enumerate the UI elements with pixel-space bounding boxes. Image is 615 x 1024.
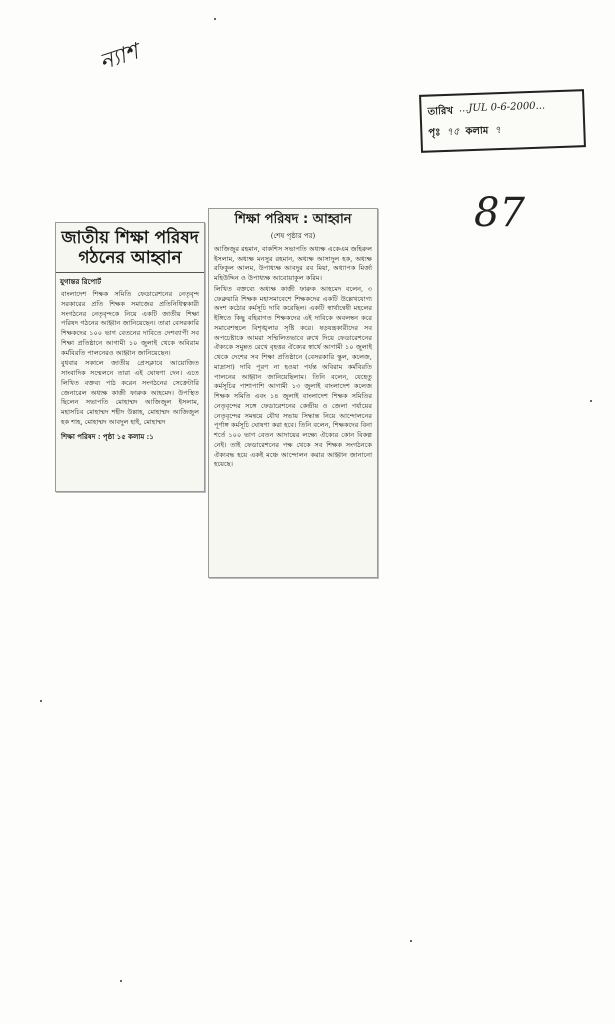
date-stamp [419,89,586,153]
scan-speck [214,18,216,20]
handwritten-page-number: 87 [474,190,525,236]
clipping-headline: জাতীয় শিক্ষা পরিষদ গঠনের আহ্বান [56,223,204,273]
scan-speck [120,980,122,982]
clipping-byline: যুগান্তর রিপোর্ট [60,277,102,287]
stamp-column-label: কলাম [465,125,489,138]
clipping-body [209,245,377,470]
stamp-date-value: ...JUL 0-6-2000... [458,100,546,115]
clipping-continuation: শিক্ষা পরিষদ : পৃষ্ঠা ১৫ কলাম :১ [61,431,154,441]
clipping-continued-from: (শেষ পৃষ্ঠার পর) [270,231,316,240]
clipping-paragraph: বাংলাদেশ শিক্ষক সমিতি ফেডারেশনের নেতৃবৃন্দ সরকারের প্রতি শিক্ষক সমাজের প্রতিনিধিত্বকারী সংগঠনের নেতৃবৃন্দকে নিয়ে একটি জাতীয় শিক্ষা পরিষদ গঠনের আহ্বান জানিয়েছেন। তারা বেসরকারি শিক্ষকদের ১০০ ভাগ বেতনের দাবিতে দেশব্যাপী সব শিক্ষা প্রতিষ্ঠানে আগামী ১০ জুলাই থেকে অবিরাম কর্মবিরতি পালনেরও আহ্বান জানিয়েছেন। [61,290,199,357]
stamp-column-value: ৭ [494,125,502,137]
clipping-body [56,290,204,428]
scan-speck [40,700,42,702]
clipping-paragraph: বুধবার সকালে জাতীয় প্রেসক্লাবে আয়োজিত সাংবাদিক সম্মেলনে তারা এই ঘোষণা দেন। এতে লিখিত বক্তব্য পাঠ করেন সংগঠনের সেক্রেটারি জেনারেল অধ্যক্ষ কাজী ফারুক আহমেদ। উপস্থিত ছিলেন সভাপতি মোহাম্মদ আজিজুল ইসলাম, মহাসচিব মোহাম্মদ শহীদ উল্লাহ, মোহাম্মদ আজিজুল হক শাহ, মোহাম্মদ আবদুল হাই, মোহাম্মদ [61,359,199,426]
stamp-page-label: পৃঃ [428,127,441,139]
stamp-page-value: ৭৫ [446,126,460,138]
clipping-headline: শিক্ষা পরিষদ : আহ্বান [234,212,352,227]
scan-speck [410,940,412,942]
stamp-date-label: তারিখ [427,105,454,118]
news-clipping-left [55,222,205,492]
news-clipping-right [208,208,378,578]
scan-speck [590,400,592,402]
handwritten-note: ন্যাশ [96,39,142,76]
clipping-paragraph: আজিজুর রহমান, বাকশিস সভাপতি অধ্যক্ষ একেএম জহিরুল ইসলাম, অধ্যক্ষ মনসুর রহমান, অধ্যক্ষ আসাদুল হক, অধ্যক্ষ রফিকুল আলম, উপাধ্যক্ষ আবদুর রব মিয়া, অধ্যাপক মির্জা মহিউদ্দিন ও উপাধ্যক্ষ আবোয়াকুল করিম। [214,244,372,283]
clipping-paragraph: লিখিত বক্তব্যে অধ্যক্ষ কাজী ফারুক আহমেদ বলেন, ৩ ফেব্রুয়ারি শিক্ষক মহাসমাবেশে শিক্ষকদের একটি উল্লেখযোগ্য অংশ কঠোর কর্মসূচি দাবি করেছিল। একটি স্বার্থান্বেষী মহলের ইঙ্গিতে কিছু বহিরাগত শিক্ষকদের এই দাবিকে অবলম্বন করে সমাবেশস্থলে বিশৃঙ্খলার সৃষ্টি করে। ষড়যন্ত্রকারীদের সব অপচেষ্টাকে আমরা সম্মিলিতভাবে রুখে দিয়ে ফেডারেশনের ঐক্যকে সমুন্নত রেখে বৃহত্তর ঐক্যের স্বার্থে আগামী ১০ জুলাই থেকে দেশের সব শিক্ষা প্রতিষ্ঠানে (বেসরকারি স্কুল, কলেজ, মাদ্রাসা) দাবি পূরণ না হওয়া পর্যন্ত অবিরাম কর্মবিরতি পালনের আহ্বান জানিয়েছিলাম। তিনি বলেন, যেহেতু কর্মসূচির পাশাপাশি আগামী ১৩ জুলাই বাংলাদেশ কলেজ শিক্ষক সমিতি এবং ১৪ জুলাই বাংলাদেশ শিক্ষক সমিতির নেতৃবৃন্দের সঙ্গে ফেডারেশনের কেন্দ্রীয় ও জেলা পর্যায়ের নেতৃবৃন্দের সমন্বয়ে যৌথ সভায় সিদ্ধান্ত নিয়ে আন্দোলনের পূর্ণাঙ্গ কর্মসূচি ঘোষণা করা হবে। তিনি বলেন, শিক্ষকদের বিনা শর্তে ১০০ ভাগ বেতন আদায়ের লক্ষ্যে ঐক্যের কোন বিকল্প নেই। তাই ফেডারেশনের পক্ষ থেকে সব শিক্ষক সংগঠনকে ঐক্যবদ্ধ হয়ে একই মঞ্চে আন্দোলন করার আহ্বান জানানো হয়েছে। [214,284,372,469]
